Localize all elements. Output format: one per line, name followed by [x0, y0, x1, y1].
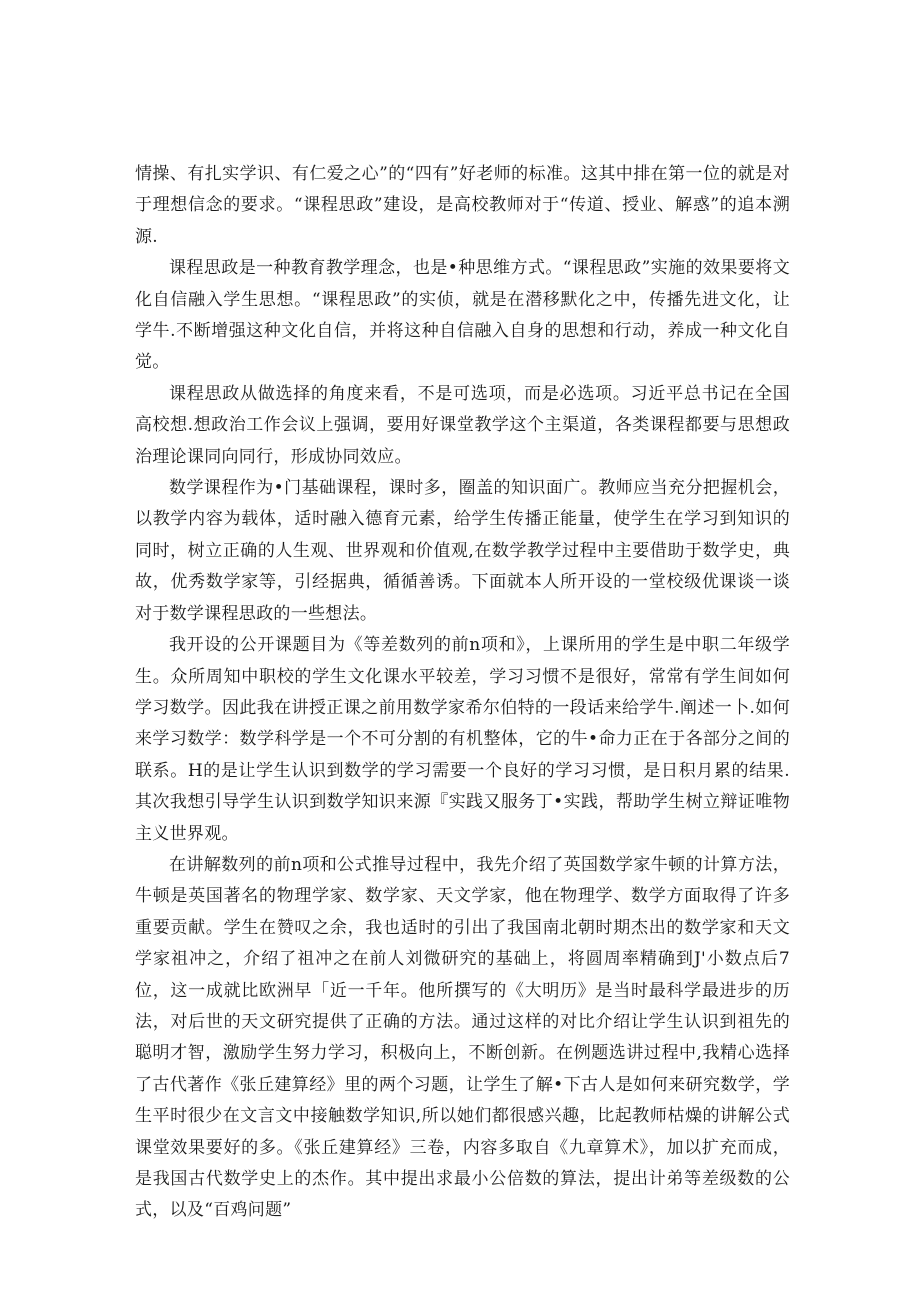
paragraph-course-ideology-concept: 课程思政是一种教育教学理念，也是•种思维方式。“课程思政”实施的效果要将文化自信融入学生思想。“课程思政”的实侦，就是在潜移默化之中，传播先进文化，让学牛.不断增强这种文化自信，并将这种自信融入自身的思想和行动，养成一种文化自觉。: [135, 258, 790, 373]
document-body: [135, 159, 790, 1227]
paragraph-math-course: 数学课程作为•门基础课程，课时多，圈盖的知识面广。教师应当充分把握机会，以教学内容为载体，适时融入德育元素，给学生传播正能量，使学生在学习到知识的同时，树立正确的人生观、世界观和价值观,在数学教学过程中主要借助于数学史，典故，优秀数学家等，引经据典，循循善诱。下面就本人所开设的一堂校级优课谈一谈对于数学课程思政的一些想法。: [135, 478, 790, 624]
paragraph-formula-derivation: 在讲解数列的前n项和公式推导过程中，我先介绍了英国数学家牛顿的计算方法，牛顿是英国著名的物理学家、数学家、天文学家，他在物理学、数学方面取得了许多重要贡献。学生在赞叹之余，我也适时的引出了我国南北朝时期杰出的数学家和天文学家祖冲之，介绍了祖冲之在前人刘微研究的基础上，将圆周率精确到J'小数点后7位，这一成就比欧洲早「近一千年。他所撰写的《大明历》是当时最科学最进步的历法，对后世的天文研究提供了正确的方法。通过这样的对比介绍让学生认识到祖先的聪明才智，激励学生努力学习，积极向上，不断创新。在例题选讲过程中,我精心选择了古代著作《张丘建算经》里的两个习题，让学生了解•下古人是如何来研究数学，学生平时很少在文言文中接触数学知识,所以她们都很感兴趣，比起教师枯燥的讲解公式课堂效果要好的多。《张丘建算经》三卷，内容多取自《九章算术》，加以扩充而成，是我国古代数学史上的杰作。其中提出求最小公倍数的算法，提出计弟等差级数的公式，以及“百鸡问题”: [135, 854, 790, 1221]
paragraph-open-class: 我开设的公开课题目为《等差数列的前n项和》，上课所用的学生是中职二年级学生。众所周知中职校的学生文化课水平较差，学习习惯不是很好，常常有学生间如何学习数学。因此我在讲授正课之前用数学家希尔伯特的一段话来给学牛.阐述一卜.如何来学习数学：数学科学是一个不可分割的有机整体，它的牛•命力正在于各部分之间的联系。H的是让学生认识到数学的学习需要一个良好的学习习惯，是日积月累的结果.其次我想引导学生认识到数学知识来源『实践又服务丁•实践，帮助学生树立辩证唯物主义世界观。: [135, 635, 790, 844]
paragraph-required-option: 课程思政从做选择的角度来看，不是可选项，而是必选项。习近平总书记在全国高校想.想政治工作会议上强调，要用好课堂教学这个主渠道，各类课程都要与思想政治理论课同向同行，形成协同效应。: [135, 383, 790, 467]
paragraph-continuation: 情操、有扎实学识、有仁爱之心”的“四有”好老师的标准。这其中排在第一位的就是对于理想信念的要求。“课程思政”建设，是高校教师对于“传道、授业、解惑”的追本溯源.: [135, 164, 790, 247]
